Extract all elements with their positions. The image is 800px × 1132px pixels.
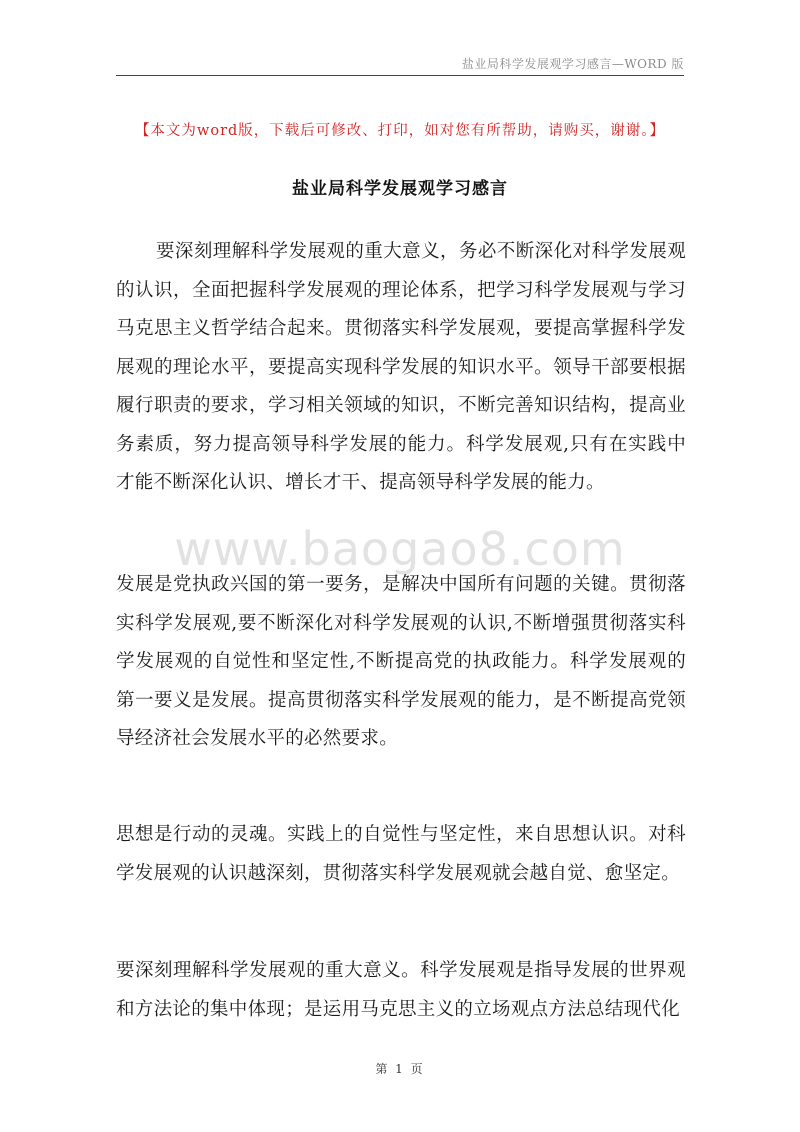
watermark: www.baogao8.com (174, 522, 626, 576)
running-header: 盐业局科学发展观学习感言—WORD 版 (461, 57, 684, 71)
paragraph-1: 要深刻理解科学发展观的重大意义，务必不断深化对科学发展观的认识，全面把握科学发展观的理论体系，把学习科学发展观与学习马克思主义哲学结合起来。贯彻落实科学发展观，要提高掌握科学发展观的理论水平，要提高实现科学发展的知识水平。领导干部要根据履行职责的要求，学习相关领域的知识，不断完善知识结构，提高业务素质，努力提高领导科学发展的能力。科学发展观,只有在实践中才能不断深化认识、增长才干、提高领导科学发展的能力。 (116, 241, 686, 493)
download-notice: 【本文为word版，下载后可修改、打印，如对您有所帮助，请购买，谢谢。】 (134, 123, 666, 139)
header-divider (116, 75, 684, 76)
paragraph-3: 思想是行动的灵魂。实践上的自觉性与坚定性，来自思想认识。对科学发展观的认识越深刻，贯彻落实科学发展观就会越自觉、愈坚定。 (116, 824, 686, 884)
document-title: 盐业局科学发展观学习感言 (292, 179, 508, 199)
paragraph-2: 发展是党执政兴国的第一要务，是解决中国所有问题的关键。贯彻落实科学发展观,要不断深化对科学发展观的认识,不断增强贯彻落实科学发展观的自觉性和坚定性,不断提高党的执政能力。科学发展观的第一要义是发展。提高贯彻落实科学发展观的能力，是不断提高党领导经济社会发展水平的必然要求。 (116, 574, 686, 749)
page-number: 第 1 页 (375, 1062, 425, 1076)
paragraph-4: 要深刻理解科学发展观的重大意义。科学发展观是指导发展的世界观和方法论的集中体现；是运用马克思主义的立场观点方法总结现代化 (116, 960, 686, 1020)
